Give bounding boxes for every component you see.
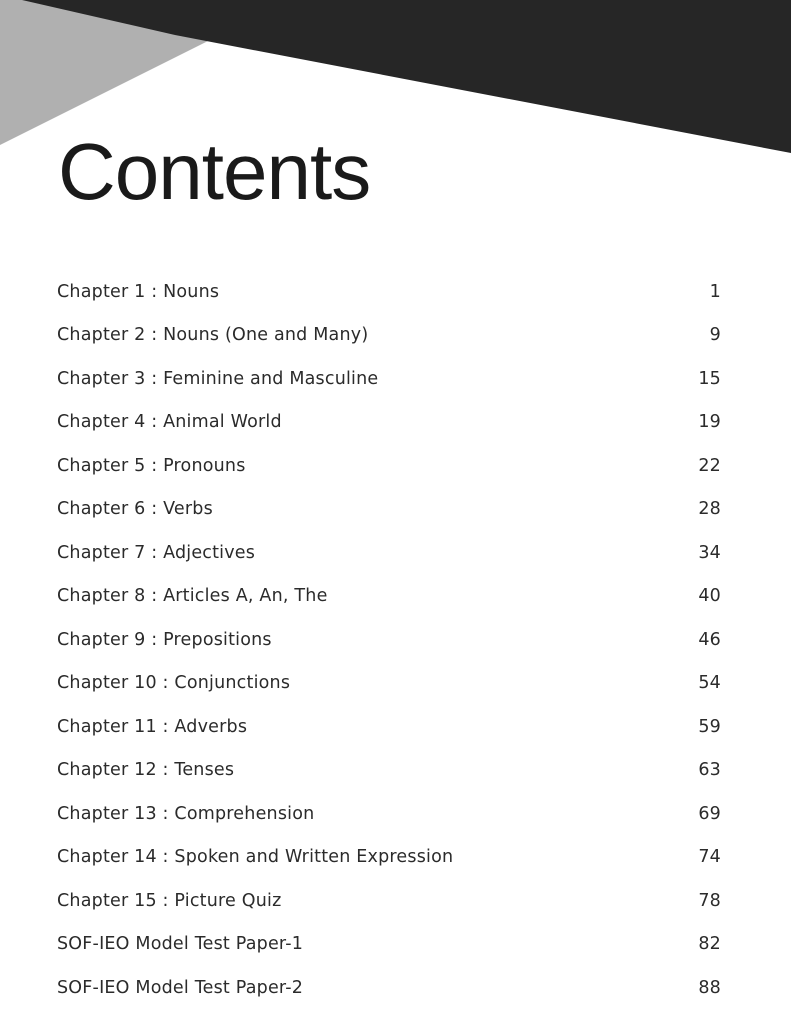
toc-entry-page-number: 19 [698, 412, 721, 433]
toc-entry-title: Chapter 11 : Adverbs [57, 716, 248, 737]
toc-entry-title: Chapter 14 : Spoken and Written Expression [57, 847, 454, 868]
toc-entry-title: Chapter 4 : Animal World [57, 412, 282, 433]
toc-entry-title: Chapter 8 : Articles A, An, The [57, 586, 328, 607]
toc-entry-page-number: 59 [698, 716, 721, 737]
toc-entry[interactable] [57, 662, 721, 706]
toc-entry-page-number: 88 [698, 977, 721, 998]
toc-entry-page-number: 28 [698, 499, 721, 520]
toc-entry[interactable] [57, 836, 721, 880]
toc-entry[interactable] [57, 618, 721, 662]
toc-entry-title: SOF-IEO Model Test Paper-2 [57, 977, 304, 998]
toc-entry[interactable] [57, 357, 721, 401]
toc-entry-title: Chapter 3 : Feminine and Masculine [57, 368, 379, 389]
toc-entry[interactable] [57, 270, 721, 314]
toc-entry-title: Chapter 10 : Conjunctions [57, 673, 291, 694]
toc-entry-page-number: 22 [698, 455, 721, 476]
toc-entry-title: Chapter 15 : Picture Quiz [57, 890, 282, 911]
toc-entry-title: Chapter 7 : Adjectives [57, 542, 256, 563]
toc-entry-page-number: 63 [698, 760, 721, 781]
toc-entry[interactable] [57, 749, 721, 793]
toc-entry[interactable] [57, 444, 721, 488]
toc-entry[interactable] [57, 966, 721, 1010]
toc-entry-page-number: 9 [709, 325, 721, 346]
toc-entry[interactable] [57, 879, 721, 923]
toc-entry-title: Chapter 1 : Nouns [57, 281, 220, 302]
toc-entry[interactable] [57, 401, 721, 445]
toc-entry-title: Chapter 2 : Nouns (One and Many) [57, 325, 369, 346]
toc-entry[interactable] [57, 531, 721, 575]
page-title: Contents [58, 127, 371, 216]
toc-entry[interactable] [57, 575, 721, 619]
toc-entry-page-number: 40 [698, 586, 721, 607]
toc-entry-page-number: 74 [698, 847, 721, 868]
toc-entry-title: Chapter 12 : Tenses [57, 760, 235, 781]
toc-entry-title: SOF-IEO Model Test Paper-1 [57, 934, 304, 955]
toc-entry[interactable] [57, 705, 721, 749]
toc-entry-page-number: 78 [698, 890, 721, 911]
toc-entry-page-number: 34 [698, 542, 721, 563]
toc-entry-title: Chapter 6 : Verbs [57, 499, 213, 520]
toc-entry-page-number: 82 [698, 934, 721, 955]
toc-entry-page-number: 46 [698, 629, 721, 650]
toc-entry[interactable] [57, 314, 721, 358]
toc-entry-title: Chapter 5 : Pronouns [57, 455, 246, 476]
toc-entry-page-number: 69 [698, 803, 721, 824]
toc-entry-page-number: 54 [698, 673, 721, 694]
toc-entry[interactable] [57, 923, 721, 967]
toc-entry[interactable] [57, 488, 721, 532]
table-of-contents [57, 270, 721, 1010]
toc-entry-page-number: 1 [709, 281, 721, 302]
toc-entry[interactable] [57, 792, 721, 836]
toc-entry-title: Chapter 9 : Prepositions [57, 629, 272, 650]
toc-entry-title: Chapter 13 : Comprehension [57, 803, 315, 824]
toc-entry-page-number: 15 [698, 368, 721, 389]
